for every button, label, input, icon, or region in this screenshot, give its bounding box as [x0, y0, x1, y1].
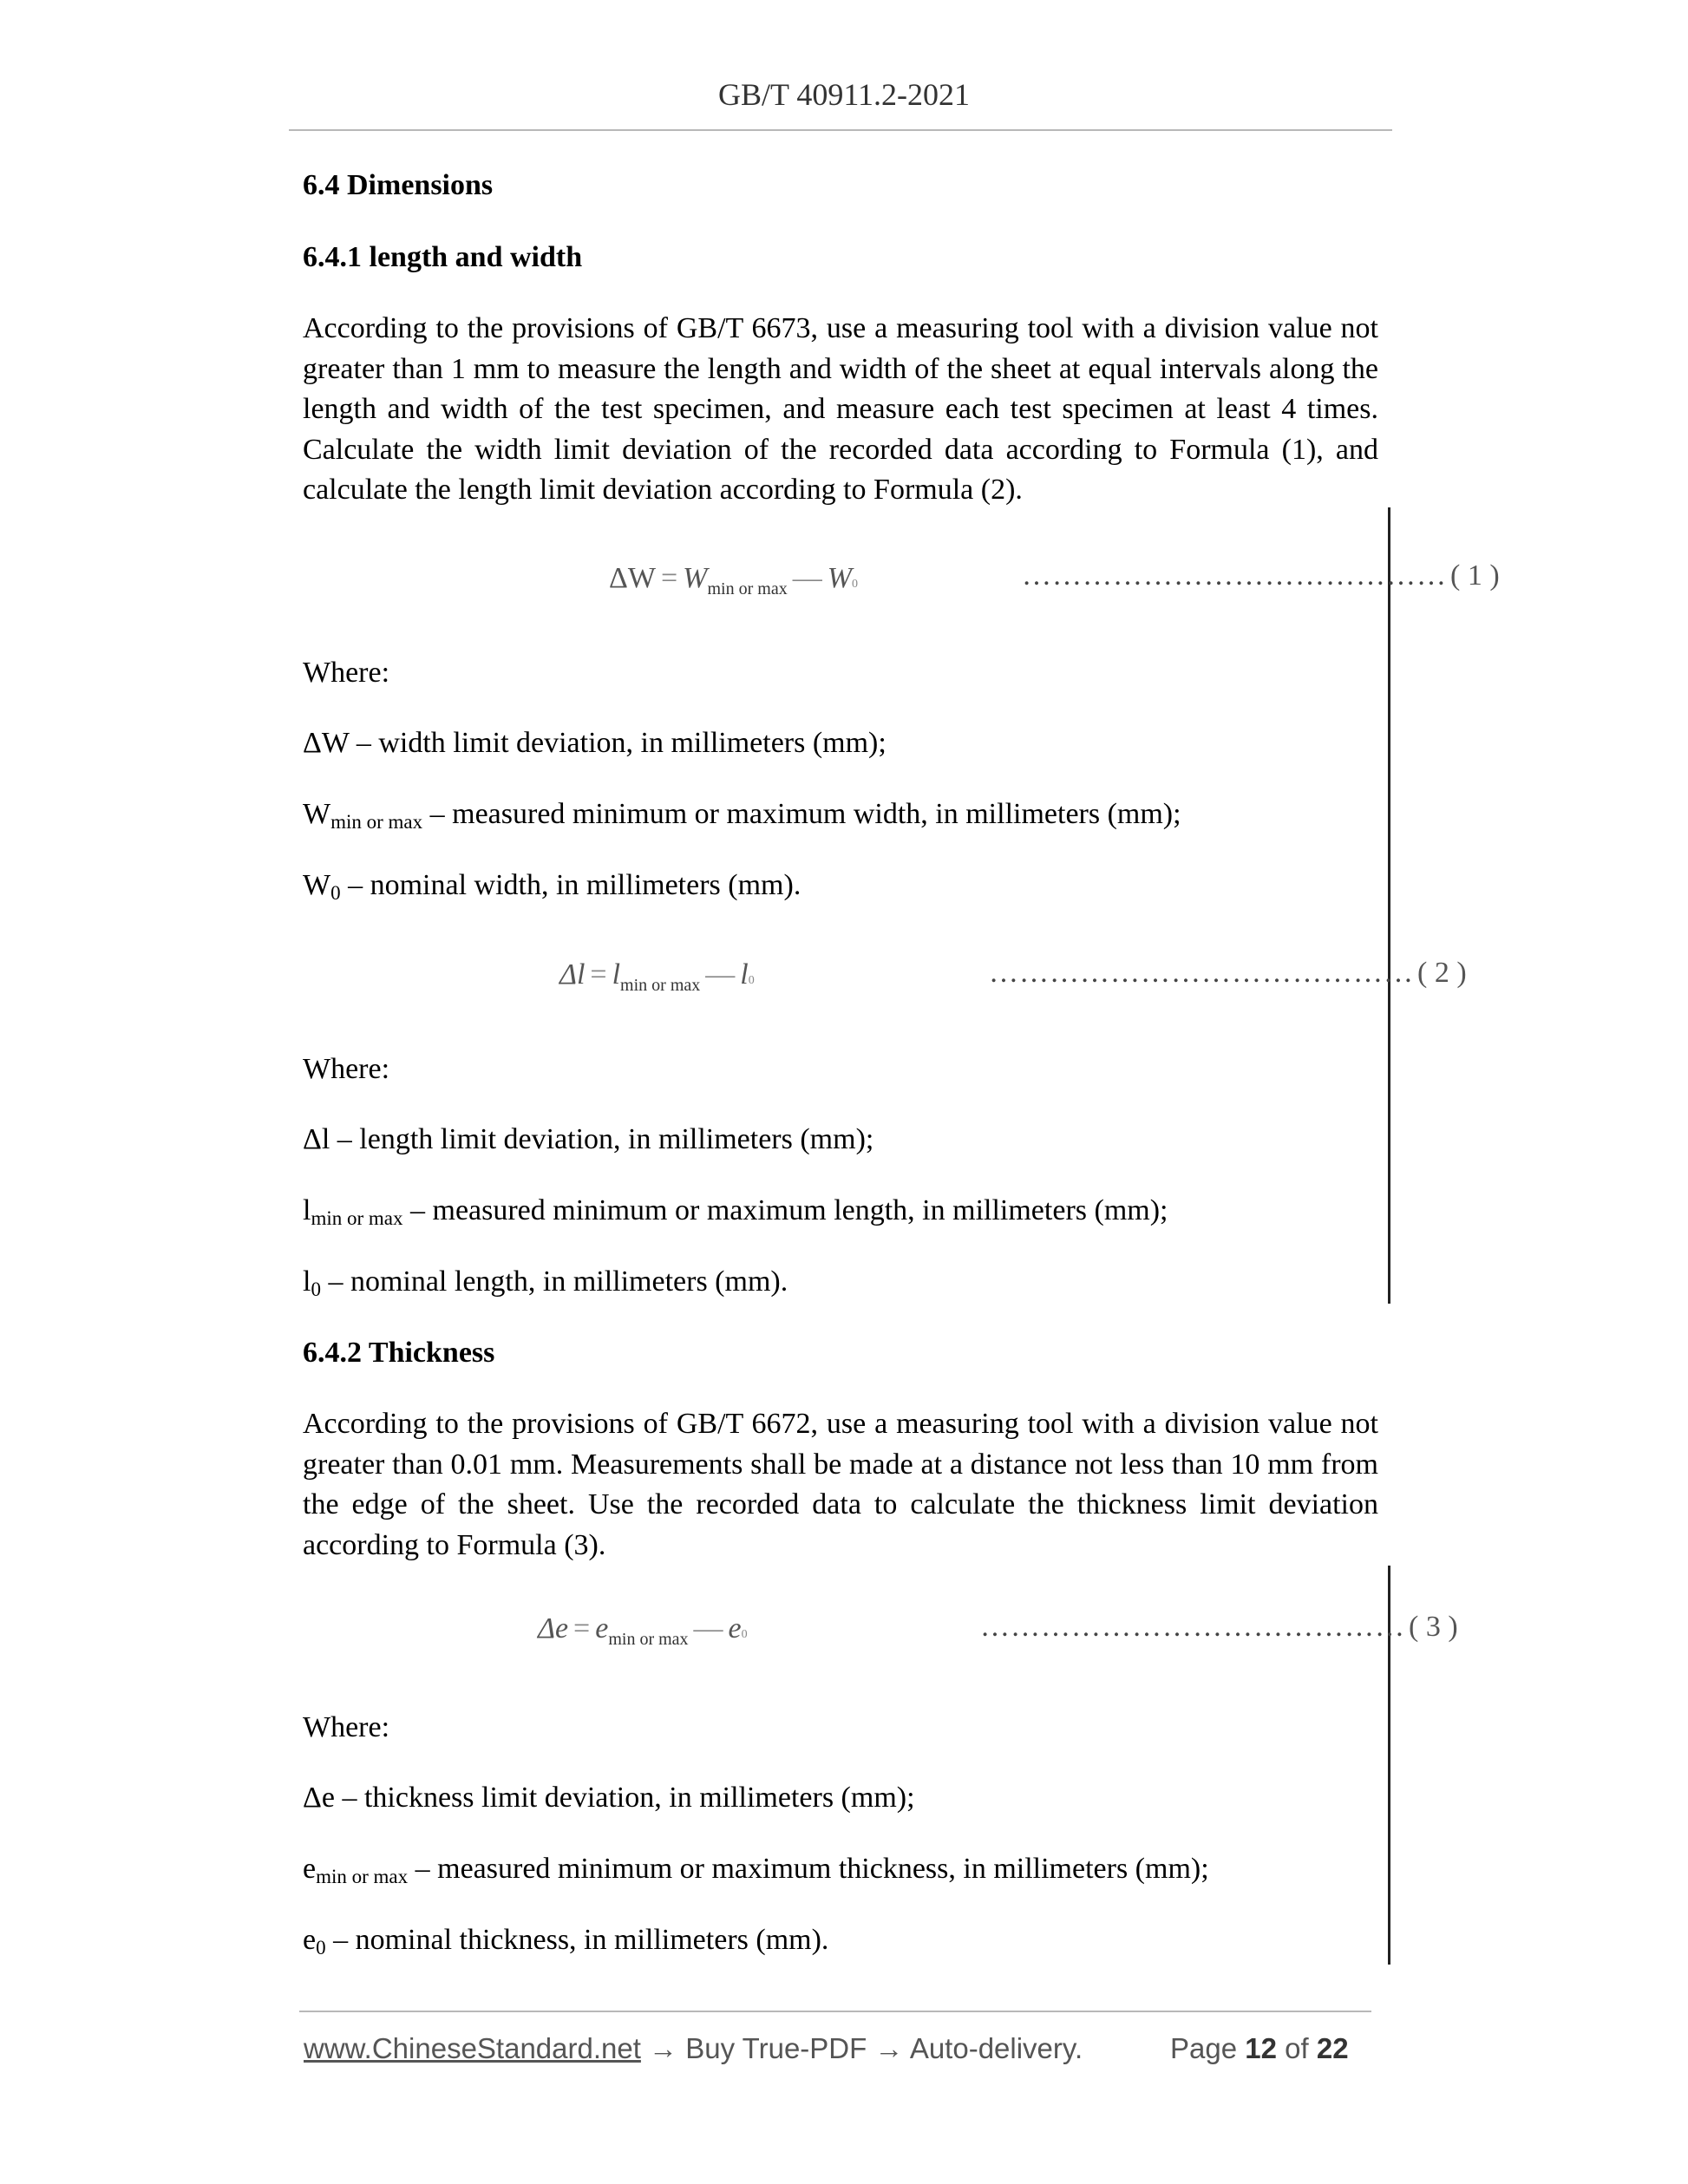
formula-3	[538, 1610, 748, 1654]
definition-delta-w: ΔW – width limit deviation, in millimeters (mm);	[303, 727, 887, 759]
formula-1-lhs: ΔW	[609, 562, 656, 594]
formula-2-dots: ……………………………………	[989, 957, 1414, 989]
symbol-l0: l	[303, 1265, 311, 1298]
page-total: 22	[1316, 2032, 1349, 2064]
formula-2-number: ( 2 )	[1417, 957, 1467, 989]
definition-l0-text: – nominal length, in millimeters (mm).	[320, 1265, 788, 1298]
formula-3-var: e	[595, 1612, 609, 1645]
definition-w0-text: – nominal width, in millimeters (mm).	[340, 869, 801, 901]
formula-1-sub0: 0	[852, 578, 859, 591]
website-link[interactable]: www.ChineseStandard.net	[304, 2032, 641, 2064]
formula-3-sub: min or max	[608, 1630, 689, 1649]
symbol-w0: W	[303, 869, 331, 901]
symbol-w-subscript: min or max	[330, 811, 423, 833]
symbol-e0: e	[303, 1924, 317, 1956]
formula-1-minus: —	[792, 562, 822, 594]
definition-e-min-max-text: – measured minimum or maximum thickness, in millimeters (mm);	[408, 1853, 1209, 1885]
definition-w0	[303, 866, 801, 905]
footer-divider	[299, 2011, 1371, 2012]
formula-2-sub: min or max	[620, 976, 701, 995]
where-label-2: Where:	[303, 1053, 390, 1085]
paragraph-thickness: According to the provisions of GB/T 6672, use a measuring tool with a division value not greater than 0.01 mm. Measurements shall be made at a distance not less than 10 mm from the edge of the sheet. Use the recorded data to calculate the thickness limit deviation according to Formula (3).	[303, 1408, 1378, 1561]
formula-3-equals: =	[573, 1612, 591, 1645]
where-label-1: Where:	[303, 657, 390, 689]
formula-2-var0: l	[740, 958, 749, 991]
definition-delta-e: Δe – thickness limit deviation, in millimeters (mm);	[303, 1782, 915, 1814]
definition-l0	[303, 1263, 788, 1301]
formula-1-var: W	[683, 562, 708, 594]
formula-2	[559, 956, 755, 1000]
symbol-l0-subscript: 0	[311, 1278, 321, 1300]
symbol-e0-subscript: 0	[316, 1937, 326, 1958]
formula-1-leader	[1022, 557, 1500, 595]
definition-e-min-max	[303, 1850, 1209, 1888]
formula-1-var0: W	[827, 562, 853, 594]
symbol-e-subscript: min or max	[316, 1866, 409, 1887]
definition-l-min-max-text: – measured minimum or maximum length, in millimeters (mm);	[402, 1194, 1168, 1226]
document-code-header: GB/T 40911.2-2021	[717, 77, 970, 112]
definition-w-min-max-text: – measured minimum or maximum width, in millimeters (mm);	[422, 798, 1181, 830]
definition-w-min-max	[303, 795, 1181, 834]
definition-delta-l: Δl – length limit deviation, in millimeters (mm);	[303, 1123, 874, 1155]
symbol-e: e	[303, 1853, 317, 1885]
symbol-w: W	[303, 798, 331, 830]
header-divider	[289, 129, 1392, 131]
symbol-l: l	[303, 1194, 311, 1226]
page-indicator	[1170, 2032, 1349, 2065]
formula-3-minus: —	[693, 1612, 723, 1645]
formula-3-dots: ……………………………………	[980, 1611, 1405, 1643]
formula-3-sub0: 0	[741, 1628, 748, 1641]
formula-2-sub0: 0	[748, 974, 755, 987]
formula-1-number: ( 1 )	[1450, 559, 1500, 592]
definition-e0-text: – nominal thickness, in millimeters (mm).	[325, 1924, 829, 1956]
symbol-w0-subscript: 0	[330, 882, 341, 904]
formula-1-sub: min or max	[707, 579, 788, 598]
definition-l-min-max	[303, 1192, 1168, 1230]
change-bar	[1388, 507, 1390, 1304]
formula-1	[609, 559, 858, 604]
formula-1-equals: =	[660, 562, 678, 594]
formula-3-leader	[980, 1608, 1458, 1646]
page-label: Page	[1170, 2032, 1238, 2064]
subsection-heading-6-4-2: 6.4.2 Thickness	[303, 1337, 495, 1369]
footer-promo	[304, 2032, 1083, 2065]
formula-2-var: l	[612, 958, 621, 991]
symbol-l-subscript: min or max	[311, 1207, 403, 1229]
page-of: of	[1285, 2032, 1309, 2064]
formula-1-dots: ……………………………………	[1022, 559, 1447, 592]
definition-e0	[303, 1921, 828, 1959]
formula-2-lhs: Δl	[559, 958, 586, 991]
subsection-heading-6-4-1: 6.4.1 length and width	[303, 241, 583, 273]
formula-3-var0: e	[728, 1612, 742, 1645]
formula-3-number: ( 3 )	[1409, 1611, 1458, 1643]
formula-3-lhs: Δe	[538, 1612, 569, 1645]
where-label-3: Where:	[303, 1711, 390, 1743]
formula-2-minus: —	[705, 958, 736, 991]
formula-2-leader	[989, 954, 1467, 992]
paragraph-length-width: According to the provisions of GB/T 6673, use a measuring tool with a division value not greater than 1 mm to measure the length and width of the sheet at equal intervals along the length and width of the test specimen, and measure each test specimen at least 4 times. Calculate the width limit deviation of the recorded data according to Formula (1), and calculate the length limit deviation according to Formula (2).	[303, 312, 1378, 507]
footer-promo-text: → Buy True-PDF → Auto-delivery.	[640, 2032, 1083, 2064]
page-current: 12	[1245, 2032, 1277, 2064]
section-heading-6-4: 6.4 Dimensions	[303, 169, 494, 201]
formula-2-equals: =	[590, 958, 607, 991]
